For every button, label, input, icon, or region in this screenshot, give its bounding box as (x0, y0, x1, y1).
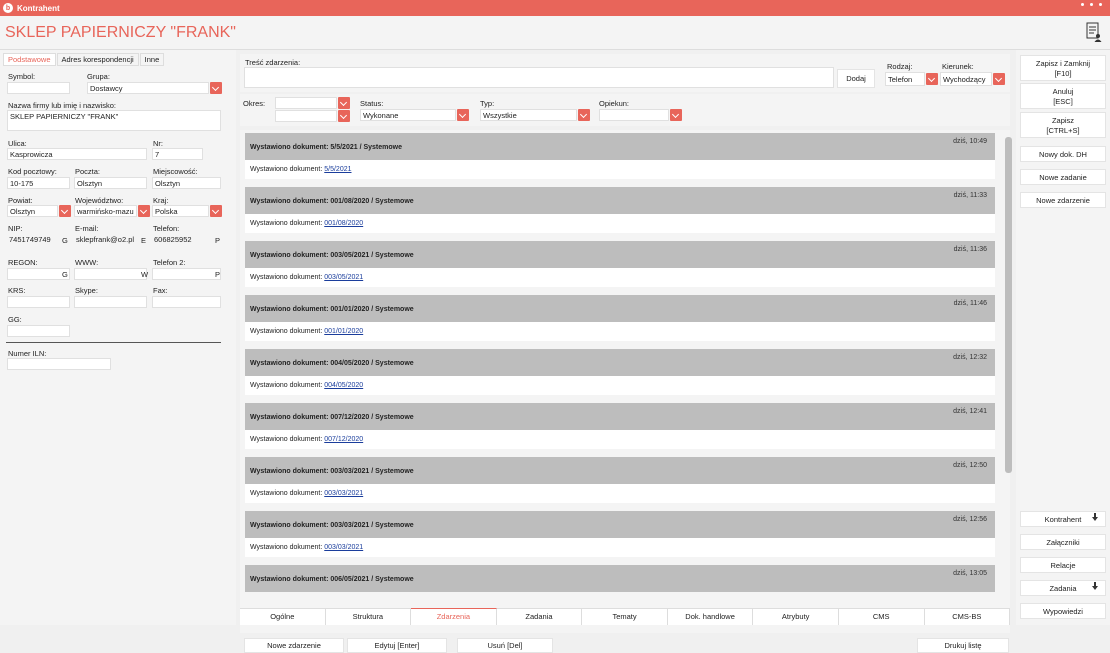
event-item[interactable] (245, 511, 995, 557)
regon-suffix[interactable]: G (62, 270, 68, 279)
event-title: Wystawiono dokument: 5/5/2021 / Systemowe (250, 144, 402, 151)
header (0, 16, 1110, 50)
telefon2-input[interactable] (152, 268, 221, 280)
powiat-select[interactable]: Olsztyn (7, 205, 58, 217)
document-link[interactable]: 5/5/2021 (324, 166, 352, 173)
kontrahent-label: Kontrahent (1044, 515, 1082, 524)
typ-select[interactable]: Wszystkie (480, 109, 577, 121)
typ-dropdown-icon[interactable] (578, 109, 590, 121)
poczta-input[interactable]: Olsztyn (74, 177, 147, 189)
telefon2-suffix[interactable]: P (215, 270, 221, 279)
ulica-label: Ulica: (8, 139, 27, 148)
fax-label: Fax: (153, 286, 168, 295)
statements-button[interactable]: Wypowiedzi (1020, 603, 1106, 619)
kierunek-dropdown-icon[interactable] (993, 73, 1005, 85)
tab-adres-korespondencji[interactable]: Adres korespondencji (57, 53, 139, 66)
event-item[interactable] (245, 241, 995, 287)
telefon-input[interactable]: 606825952 (154, 235, 192, 244)
typ-label: Typ: (480, 99, 495, 108)
event-time: dziś, 12:32 (953, 354, 987, 361)
okres-from-select[interactable] (275, 97, 337, 109)
document-link[interactable]: 004/05/2020 (324, 382, 364, 389)
gg-input[interactable] (7, 325, 70, 337)
email-suffix[interactable]: E (141, 236, 147, 245)
event-body: Wystawiono dokument: 004/05/2020 (250, 382, 364, 389)
email-label: E-mail: (75, 224, 99, 233)
symbol-label: Symbol: (8, 72, 36, 81)
cancel-label: Anuluj (1052, 87, 1074, 96)
wojewodztwo-dropdown-icon[interactable] (138, 205, 150, 217)
event-time: dziś, 11:46 (953, 300, 987, 307)
event-time: dziś, 10:49 (953, 138, 987, 145)
arrow-down-icon (1092, 586, 1098, 590)
okres-label: Okres: (243, 99, 266, 108)
nip-label: NIP: (8, 224, 23, 233)
save-button[interactable] (1020, 112, 1106, 138)
grupa-label: Grupa: (87, 72, 110, 81)
event-time: dziś, 12:50 (953, 462, 987, 469)
cancel-shortcut: [ESC] (1053, 97, 1073, 106)
event-time: dziś, 12:41 (953, 408, 987, 415)
window-title: Kontrahent (17, 3, 60, 13)
tab-cms[interactable]: CMS (839, 608, 925, 625)
telefon-suffix[interactable]: P (215, 236, 221, 245)
document-link[interactable]: 003/05/2021 (324, 274, 364, 281)
event-time: dziś, 11:33 (953, 192, 987, 199)
app-icon: b (3, 3, 13, 13)
event-title: Wystawiono dokument: 003/03/2021 / Systemowe (250, 522, 414, 529)
event-body: Wystawiono dokument: 001/01/2020 (250, 328, 364, 335)
save-shortcut: [CTRL+S] (1046, 126, 1080, 135)
poczta-label: Poczta: (75, 167, 101, 176)
event-body: Wystawiono dokument: 001/08/2020 (250, 220, 364, 227)
kod-input[interactable]: 10-175 (7, 177, 70, 189)
tresc-label: Treść zdarzenia: (245, 58, 301, 67)
kraj-label: Kraj: (153, 196, 169, 205)
event-entry-bar (240, 54, 1010, 92)
event-title: Wystawiono dokument: 003/05/2021 / Systemowe (250, 252, 414, 259)
tab-tematy[interactable]: Tematy (582, 608, 668, 625)
powiat-label: Powiat: (8, 196, 33, 205)
edit-button[interactable]: Edytuj [Enter] (347, 638, 447, 653)
event-body: Wystawiono dokument: 007/12/2020 (250, 436, 364, 443)
delete-button[interactable]: Usuń [Del] (457, 638, 553, 653)
krs-label: KRS: (8, 286, 26, 295)
actions-panel (1016, 50, 1110, 625)
opiekun-select[interactable] (599, 109, 669, 121)
regon-label: REGON: (8, 258, 38, 267)
tab-ogolne[interactable]: Ogólne (240, 608, 326, 625)
event-body: Wystawiono dokument: 5/5/2021 (250, 166, 352, 173)
title-bar (0, 0, 1110, 16)
grupa-select[interactable]: Dostawcy (87, 82, 209, 94)
www-label: WWW: (75, 258, 99, 267)
new-event-button[interactable]: Nowe zdarzenie (244, 638, 344, 653)
email-input[interactable]: sklepfrank@o2.pl (76, 235, 135, 244)
kierunek-label: Kierunek: (942, 62, 974, 71)
bottom-tabs (240, 608, 1010, 625)
new-event-side-button[interactable]: Nowe zdarzenie (1020, 192, 1106, 208)
tab-cms-bs[interactable]: CMS-BS (925, 608, 1011, 625)
wojewodztwo-label: Województwo: (75, 196, 124, 205)
event-time: dziś, 13:05 (953, 570, 987, 577)
symbol-input[interactable] (7, 82, 70, 94)
tasks-button[interactable] (1020, 580, 1106, 596)
telefon2-label: Telefon 2: (153, 258, 186, 267)
document-link[interactable]: 001/08/2020 (324, 220, 364, 227)
iln-input[interactable] (7, 358, 111, 370)
dodaj-button[interactable]: Dodaj (837, 69, 875, 88)
event-title: Wystawiono dokument: 004/05/2020 / Systemowe (250, 360, 414, 367)
okres-to-dropdown-icon[interactable] (338, 110, 350, 122)
telefon-label: Telefon: (153, 224, 180, 233)
event-title: Wystawiono dokument: 007/12/2020 / Systemowe (250, 414, 414, 421)
cancel-button[interactable] (1020, 83, 1106, 109)
divider (6, 342, 221, 343)
event-item[interactable] (245, 295, 995, 341)
nazwa-input[interactable]: SKLEP PAPIERNICZY "FRANK" (7, 110, 221, 131)
wojewodztwo-select[interactable]: warmińsko-mazu (74, 205, 137, 217)
tab-struktura[interactable]: Struktura (326, 608, 412, 625)
okres-to-select[interactable] (275, 110, 337, 122)
iln-label: Numer ILN: (8, 349, 47, 358)
new-task-button[interactable]: Nowe zadanie (1020, 169, 1106, 185)
document-link[interactable]: 003/03/2021 (324, 490, 364, 497)
tresc-input[interactable] (244, 67, 834, 88)
www-suffix[interactable]: W (141, 270, 149, 279)
tab-zdarzenia[interactable]: Zdarzenia (411, 608, 497, 625)
okres-from-dropdown-icon[interactable] (338, 97, 350, 109)
rodzaj-dropdown-icon[interactable] (926, 73, 938, 85)
status-select[interactable]: Wykonane (360, 109, 456, 121)
left-tabs (3, 53, 165, 66)
save-close-button[interactable] (1020, 55, 1106, 81)
skype-label: Skype: (75, 286, 98, 295)
rodzaj-select[interactable]: Telefon (885, 72, 925, 86)
opiekun-dropdown-icon[interactable] (670, 109, 682, 121)
event-title: Wystawiono dokument: 001/08/2020 / Systemowe (250, 198, 414, 205)
arrow-down-icon (1092, 517, 1098, 521)
save-close-label: Zapisz i Zamknij (1035, 59, 1091, 68)
document-user-icon[interactable] (1086, 22, 1102, 42)
event-title: Wystawiono dokument: 003/03/2021 / Systemowe (250, 468, 414, 475)
event-body: Wystawiono dokument: 003/03/2021 (250, 490, 364, 497)
tab-podstawowe[interactable]: Podstawowe (3, 53, 56, 66)
event-list (240, 130, 1010, 633)
powiat-dropdown-icon[interactable] (59, 205, 71, 217)
save-close-shortcut: [F10] (1054, 69, 1072, 78)
kierunek-select[interactable]: Wychodzący (940, 72, 992, 86)
nazwa-label: Nazwa firmy lub imię i nazwisko: (8, 101, 116, 110)
events-panel (240, 50, 1015, 650)
status-label: Status: (360, 99, 384, 108)
attachments-button[interactable]: Załączniki (1020, 534, 1106, 550)
kraj-select[interactable]: Polska (152, 205, 209, 217)
kod-label: Kod pocztowy: (8, 167, 57, 176)
event-item[interactable] (245, 457, 995, 503)
tab-dok-handlowe[interactable]: Dok. handlowe (668, 608, 754, 625)
tab-atrybuty[interactable]: Atrybuty (753, 608, 839, 625)
event-title: Wystawiono dokument: 006/05/2021 / Systemowe (250, 576, 414, 583)
event-body: Wystawiono dokument: 003/05/2021 (250, 274, 364, 281)
regon-input[interactable] (7, 268, 70, 280)
fax-input[interactable] (152, 296, 221, 308)
event-item[interactable] (245, 187, 995, 233)
event-time: dziś, 12:56 (953, 516, 987, 523)
event-list-scrollbar[interactable] (1005, 137, 1012, 473)
tab-zadania[interactable]: Zadania (497, 608, 583, 625)
save-label: Zapisz (1051, 116, 1075, 125)
new-dh-document-button[interactable]: Nowy dok. DH (1020, 146, 1106, 162)
event-item[interactable] (245, 349, 995, 395)
opiekun-label: Opiekun: (599, 99, 630, 108)
relations-button[interactable]: Relacje (1020, 557, 1106, 573)
rodzaj-label: Rodzaj: (887, 62, 913, 71)
event-item[interactable] (245, 403, 995, 449)
ulica-input[interactable]: Kasprowicza (7, 148, 147, 160)
event-time: dziś, 11:36 (953, 246, 987, 253)
kontrahent-button[interactable] (1020, 511, 1106, 527)
grupa-dropdown-icon[interactable] (210, 82, 222, 94)
status-dropdown-icon[interactable] (457, 109, 469, 121)
document-link[interactable]: 007/12/2020 (324, 436, 364, 443)
nr-label: Nr: (153, 139, 163, 148)
event-body: Wystawiono dokument: 003/03/2021 (250, 544, 364, 551)
tab-inne[interactable]: Inne (140, 53, 165, 66)
skype-input[interactable] (74, 296, 147, 308)
filter-bar (240, 94, 1010, 126)
www-input[interactable] (74, 268, 147, 280)
tasks-label: Zadania (1049, 584, 1077, 593)
nip-input[interactable]: 7451749749 (9, 235, 51, 244)
event-title: Wystawiono dokument: 001/01/2020 / Systemowe (250, 306, 414, 313)
contractor-form-panel (0, 50, 236, 625)
document-link[interactable]: 001/01/2020 (324, 328, 364, 335)
nr-input[interactable]: 7 (152, 148, 203, 160)
event-item[interactable] (245, 133, 995, 179)
nip-suffix[interactable]: G (62, 236, 68, 245)
print-list-button[interactable]: Drukuj listę (917, 638, 1009, 653)
krs-input[interactable] (7, 296, 70, 308)
kraj-dropdown-icon[interactable] (210, 205, 222, 217)
document-link[interactable]: 003/03/2021 (324, 544, 364, 551)
window-menu-icon[interactable] (1081, 3, 1102, 6)
miejscowosc-label: Miejscowość: (153, 167, 198, 176)
page-title: SKLEP PAPIERNICZY "FRANK" (5, 24, 236, 41)
event-item[interactable] (245, 565, 995, 611)
gg-label: GG: (8, 315, 22, 324)
miejscowosc-input[interactable]: Olsztyn (152, 177, 221, 189)
